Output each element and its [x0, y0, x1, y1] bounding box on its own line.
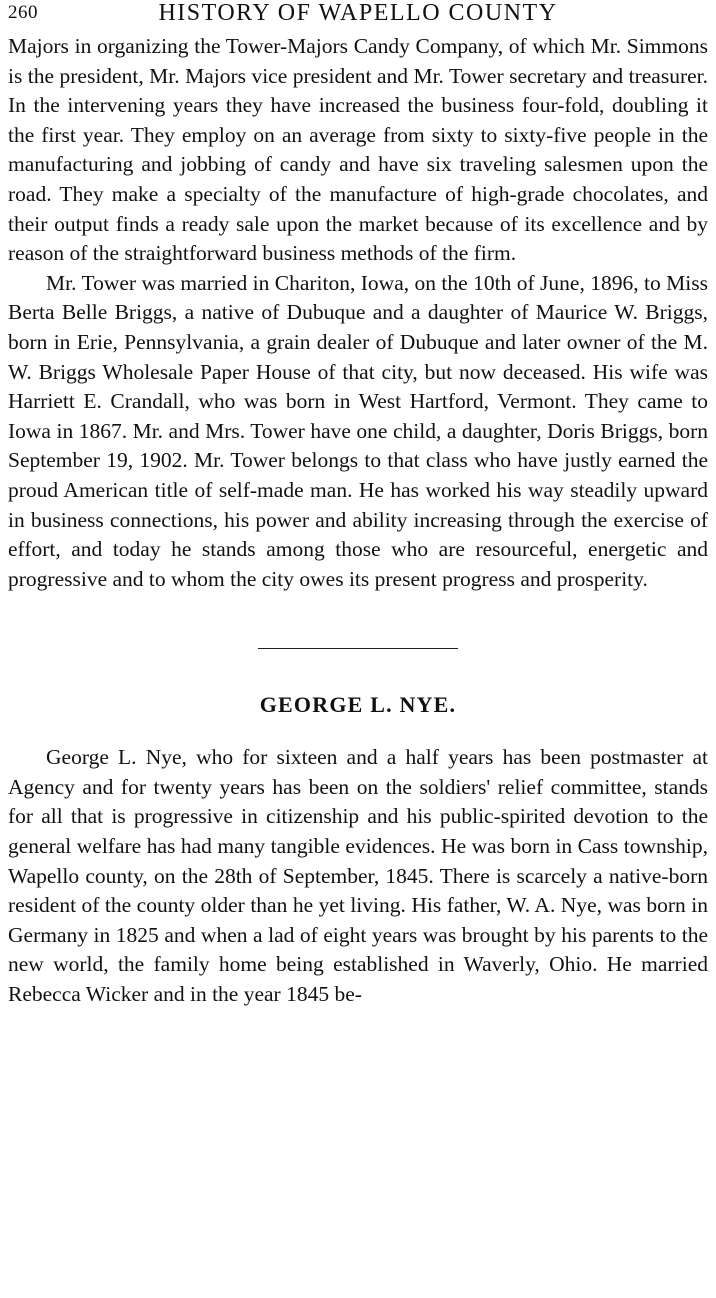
section-body — [8, 743, 708, 1009]
book-page — [8, 0, 708, 1010]
paragraph-continued: Majors in organizing the Tower-Majors Candy Company, of which Mr. Simmons is the president, Mr. Majors vice president and Mr. Tower secretary and treasurer. In the intervening years they have increased the business four-fold, doubling it the first year. They employ on an average from sixty to sixty-five people in the manufacturing and jobbing of candy and have six traveling salesmen upon the road. They make a specialty of the manufacture of high-grade chocolates, and their output finds a ready sale upon the market because of its excellence and by reason of the straightforward business methods of the firm. — [8, 34, 708, 266]
section-title: GEORGE L. NYE. — [259, 692, 457, 718]
paragraph-biography: George L. Nye, who for sixteen and a half years has been postmaster at Agency and for twenty years has been on the soldiers' relief committee, stands for all that is progressive in citizenship and his public-spirited devotion to the general welfare has had many tangible evidences. He was born in Cass township, Wapello county, on the 28th of September, 1845. There is scarcely a native-born resident of the county older than he yet living. His father, W. A. Nye, was born in Germany in 1825 and when a lad of eight years was brought by his parents to the new world, the family home being established in Waverly, Ohio. He married Rebecca Wicker and in the year 1845 be- — [8, 745, 708, 1007]
page-header — [8, 0, 708, 32]
paragraph-marriage: Mr. Tower was married in Chariton, Iowa, on the 10th of June, 1896, to Miss Berta Belle Briggs, a native of Dubuque and a daughter of Maurice W. Briggs, born in Erie, Pennsylvania, a grain dealer of Dubuque and later owner of the M. W. Briggs Wholesale Paper House of that city, but now deceased. His wife was Harriett E. Crandall, who was born in West Hartford, Vermont. They came to Iowa in 1867. Mr. and Mrs. Tower have one child, a daughter, Doris Briggs, born September 19, 1902. Mr. Tower belongs to that class who have justly earned the proud American title of self-made man. He has worked his way steadily upward in business connections, his power and ability increasing through the exercise of effort, and today he stands among those who are resourceful, energetic and progressive and to whom the city owes its present progress and prosperity. — [8, 270, 708, 591]
section-divider — [258, 648, 458, 649]
page-number: 260 — [8, 2, 38, 23]
running-head: HISTORY OF WAPELLO COUNTY — [158, 0, 558, 26]
